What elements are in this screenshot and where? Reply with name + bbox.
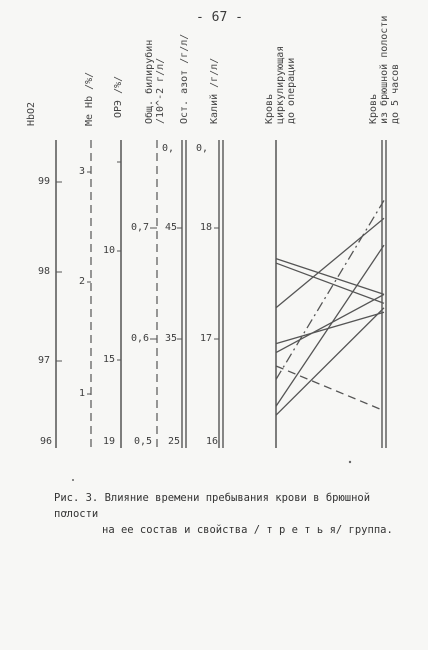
label-hbo2-96: 96 [40,436,53,447]
label-kaliy-16: 16 [206,436,219,447]
label-bili-07: 0,7 [131,222,150,233]
label-bili-06: 0,6 [131,333,150,344]
header-bili: Общ. билирубин /10^-2 г/л/ [144,39,166,124]
header-hbo2: HbO2 [26,101,37,126]
label-ore-15: 15 [103,354,116,365]
header-blood-before: Кровь циркулирующая до операции [264,45,297,124]
caption-line-1: Рис. 3. Влияние времени пребывания крови в брюшной полости [54,492,371,520]
label-kaliy-18: 18 [200,222,213,233]
label-kaliy-top: 0, [196,143,209,154]
label-hbo2-98: 98 [38,266,51,277]
header-blood-abdomen: Кровь из брюшной полости до 5 часов [368,15,401,124]
connection-line-8 [276,366,384,411]
connection-line-6 [276,200,384,379]
header-ore: ОРЭ /%/ [113,75,124,118]
label-azot-45: 45 [165,222,178,233]
label-azot-35: 35 [165,333,178,344]
label-mehb-3: 3 [79,166,86,177]
header-mehb: Me Hb /%/ [84,71,95,126]
label-hbo2-97: 97 [38,355,51,366]
connection-line-4 [276,218,384,307]
label-mehb-2: 2 [79,276,86,287]
label-mehb-1: 1 [79,388,86,399]
figure-caption [54,490,404,538]
connection-lines [276,200,384,415]
connection-line-3 [276,312,384,343]
caption-line-2: на ее состав и свойства / т р е т ь я/ группа. [102,524,393,536]
page-number: - 67 - [196,10,243,25]
header-kaliy: Калий /г/л/ [209,57,220,124]
label-ore-19: 19 [103,436,116,447]
label-hbo2-99: 99 [38,176,51,187]
label-azot-25: 25 [168,436,181,447]
label-bili-05: 0,5 [134,436,153,447]
header-azot: Ост. азот /г/л/ [179,33,190,124]
label-kaliy-17: 17 [200,333,213,344]
label-ore-10: 10 [103,245,116,256]
label-azot-top: 0, [162,143,175,154]
